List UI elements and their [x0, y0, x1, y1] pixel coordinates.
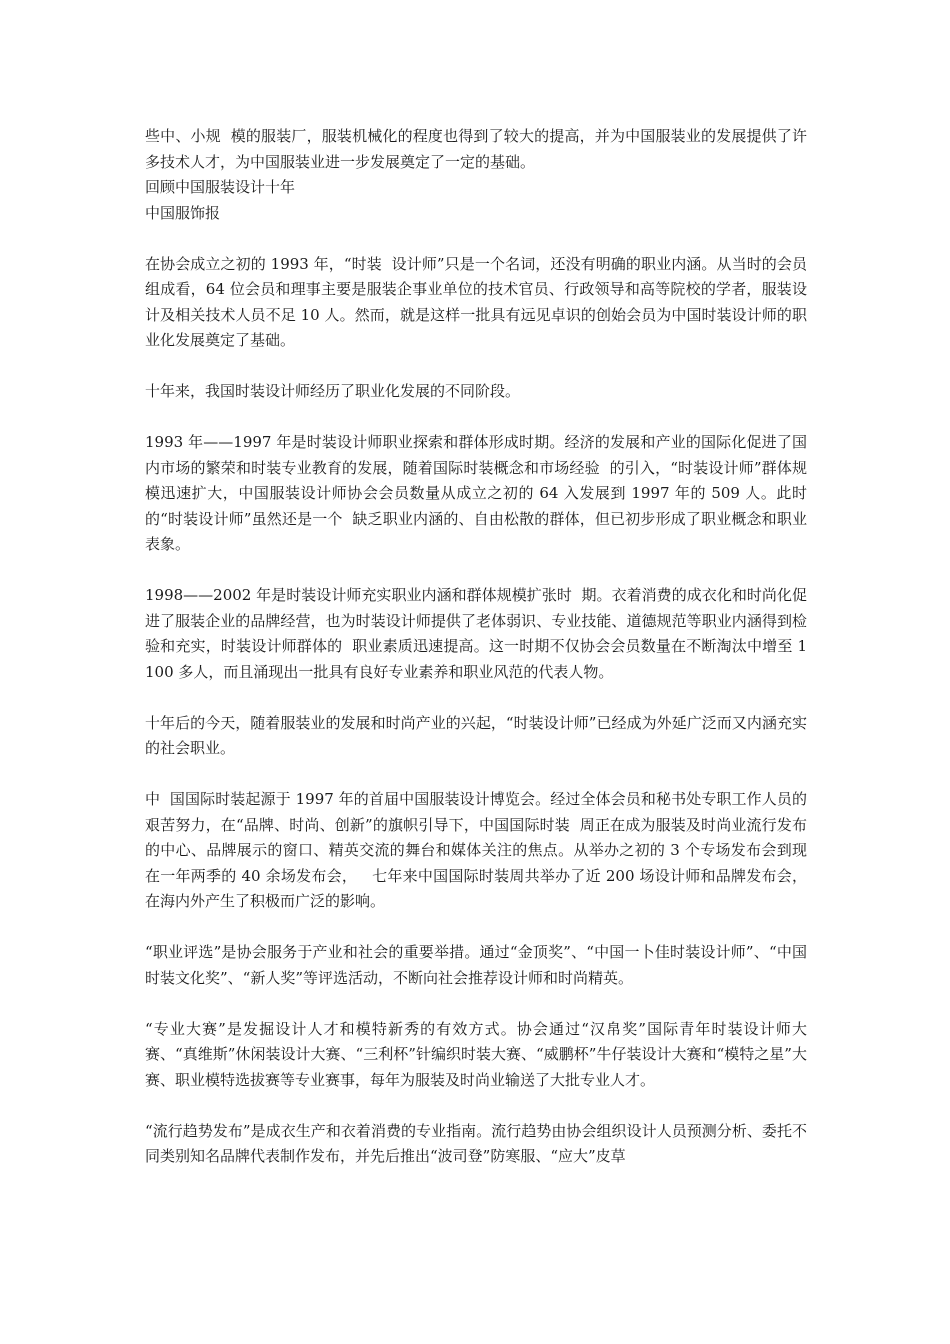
- paragraph: 中 国国际时装起源于 1997 年的首届中国服装设计博览会。经过全体会员和秘书处专职工作人员的艰苦努力，在“品牌、时尚、创新”的旗帜引导下，中国国际时装 周正在成为服装及时尚业流行发布的中心、品牌展示的窗口、精英交流的舞台和媒体关注的焦点。从举办之初的 3 个专场发布会到现在一年两季的 40 余场发布会， 七年来中国国际时装周共举办了近 200 场设计师和品牌发布会，在海内外产生了积极而广泛的影响。: [145, 790, 807, 910]
- paragraph-gap: [145, 558, 807, 584]
- paragraph: 十年后的今天，随着服装业的发展和时尚产业的兴起，“时装设计师”已经成为外延广泛而又内涵充实的社会职业。: [145, 713, 807, 757]
- paragraph: 在协会成立之初的 1993 年，“时装 设计师”只是一个名词，还没有明确的职业内涵。从当时的会员组成看，64 位会员和理事主要是服装企事业单位的技术官员、行政领导和高等院校的学者，服装设 计及相关技术人员不足 10 人。然而，就是这样一批具有远见卓识的创始会员为中国时装设计师的职业化发展奠定了基础。: [145, 254, 817, 349]
- intro-paragraph: 些中、小规 模的服装厂，服装机械化的程度也得到了较大的提高，并为中国服装业的发展提供了许多技术人才，为中国服装业进一步发展奠定了一定的基础。: [145, 127, 807, 171]
- paragraph: 十年来，我国时装设计师经历了职业化发展的不同阶段。: [145, 382, 521, 400]
- paragraph-gap: [145, 762, 807, 788]
- paragraph-gap: [145, 685, 807, 711]
- paragraph: “职业评选”是协会服务于产业和社会的重要举措。通过“金顶奖”、“中国一卜佳时装设计师”、“中国时装文化奖”、“新人奖”等评选活动，不断向社会推荐设计师和时尚精英。: [145, 943, 807, 987]
- paragraph-gap: [145, 915, 807, 941]
- paragraph: 1993 年——1997 年是时装设计师职业探索和群体形成时期。经济的发展和产业的国际化促进了国内市场的繁荣和时装专业教育的发展，随着国际时装概念和市场经验 的引入，“时装设计师”群体规模迅速扩大，中国服装设计师协会会员数量从成立之初的 64 入发展到 1997 年的 509 人。此时的“时装设计师”虽然还是一个 缺乏职业内涵的、自由松散的群体，但已初步形成了职业概念和职业表象。: [145, 433, 807, 553]
- paragraph: 1998——2002 年是时装设计师充实职业内涵和群体规模扩张时 期。衣着消费的成衣化和时尚化促进了服装企业的品牌经营，也为时装设计师提供了老体弱识、专业技能、道德规范等职业内涵得到检验和充实，时装设计师群体的 职业素质迅速提高。这一时期不仅协会会员数量在不断淘汰中增至 1100 多人，而且涌现出一批具有良好专业素养和职业风范的代表人物。: [145, 586, 807, 681]
- article-title: 回顾中国服装设计十年: [145, 178, 296, 196]
- paragraph-gap: [145, 226, 807, 252]
- paragraph-gap: [145, 991, 807, 1017]
- paragraph-gap: [145, 354, 807, 380]
- paragraph-gap: [145, 1093, 807, 1119]
- paragraph: “流行趋势发布”是成衣生产和衣着消费的专业指南。流行趋势由协会组织设计人员预测分析、委托不同类别知名品牌代表制作发布，并先后推出“波司登”防寒服、“应大”皮草: [145, 1121, 807, 1165]
- document-body: [145, 124, 817, 1170]
- paragraph: “专业大赛”是发掘设计人才和模特新秀的有效方式。协会通过“汉帛奖”国际青年时装设计师大赛、“真维斯”休闲装设计大赛、“三利杯”针编织时装大赛、“威鹏杯”牛仔装设计大赛和“模特之星”大赛、职业模特选拔赛等专业赛事，每年为服装及时尚业输送了大批专业人才。: [145, 1019, 807, 1089]
- article-source: 中国服饰报: [145, 203, 221, 222]
- paragraph-gap: [145, 405, 807, 431]
